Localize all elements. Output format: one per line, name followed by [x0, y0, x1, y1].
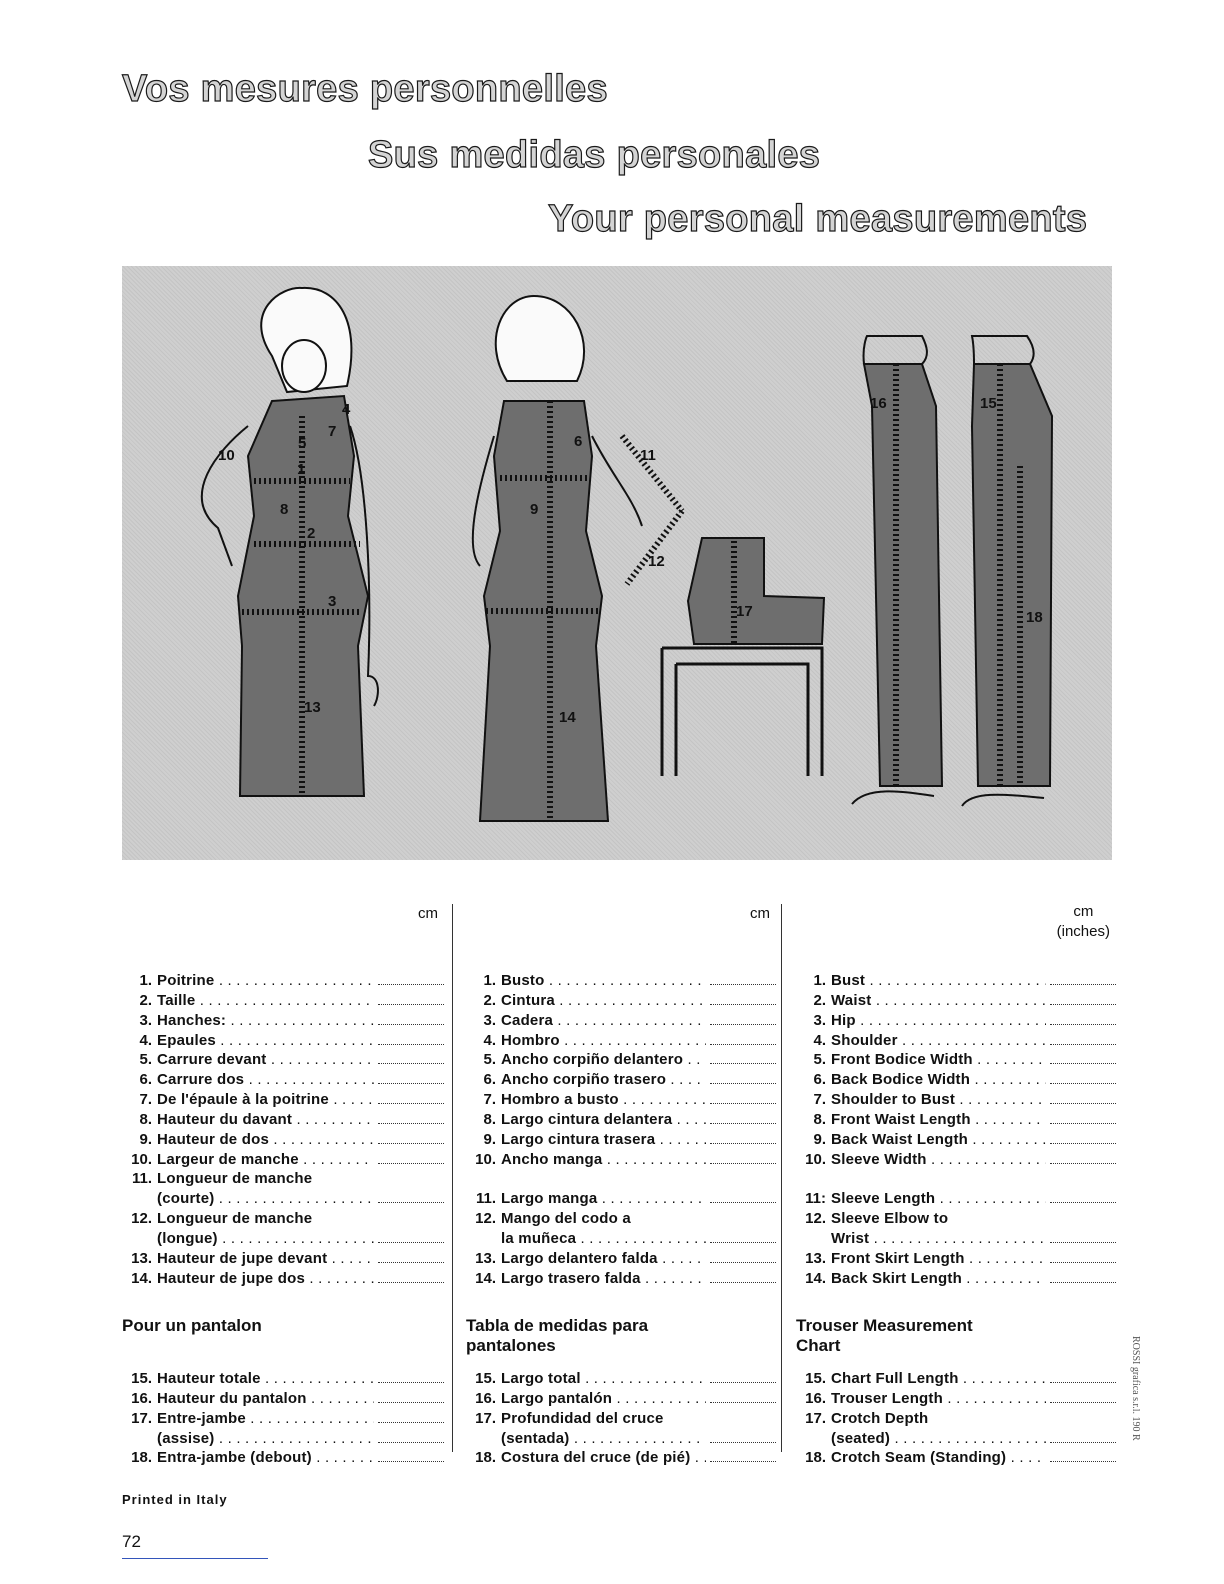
item-number: 4. [483, 1031, 496, 1049]
item-label: (courte) . . . [157, 1189, 374, 1209]
label-10: 10 [218, 447, 235, 464]
item-label: (assise) . . . [157, 1429, 374, 1449]
unit-label: cm (inches) [1056, 903, 1110, 940]
list-item [796, 971, 1116, 991]
item-label: Trouser Length . . . [831, 1389, 1046, 1409]
item-number: 10. [131, 1150, 152, 1168]
printed-note: Printed in Italy [122, 1492, 228, 1507]
list-item [796, 1389, 1116, 1409]
list-item [122, 1269, 444, 1289]
item-label: Longueur de manche [157, 1170, 313, 1188]
entry-blank[interactable] [378, 1113, 444, 1124]
label-14: 14 [559, 709, 576, 726]
item-label: Front Skirt Length . . . [831, 1249, 1046, 1269]
item-label: Taille . . . [157, 991, 374, 1011]
label-8: 8 [280, 501, 289, 518]
entry-blank[interactable] [1050, 974, 1116, 985]
item-number: 12. [805, 1210, 826, 1228]
list-item [796, 1050, 1116, 1070]
item-number: 10. [805, 1150, 826, 1168]
entry-blank[interactable] [710, 1451, 776, 1462]
entry-blank[interactable] [1050, 994, 1116, 1005]
item-label: Hanches: . . . [157, 1011, 374, 1031]
entry-blank[interactable] [1050, 1252, 1116, 1263]
item-label: Epaules . . . [157, 1031, 374, 1051]
item-label: Back Waist Length . . . [831, 1130, 1046, 1150]
entry-blank[interactable] [710, 1133, 776, 1144]
item-number: 6. [139, 1071, 152, 1089]
entry-blank[interactable] [378, 1153, 444, 1164]
item-label: Entre-jambe . . . [157, 1409, 374, 1429]
entry-blank[interactable] [378, 1412, 444, 1423]
entry-blank[interactable] [378, 1073, 444, 1084]
item-number: 7. [813, 1091, 826, 1109]
item-number: 15. [131, 1370, 152, 1387]
list-item [796, 991, 1116, 1011]
back-dress [480, 401, 608, 821]
entry-blank[interactable] [710, 1014, 776, 1025]
trouser-side-1 [864, 364, 942, 786]
list-item [796, 1189, 1116, 1209]
list-item [122, 1209, 444, 1229]
item-label: Shoulder to Bust . . . [831, 1090, 1046, 1110]
item-number: 12. [131, 1210, 152, 1228]
list-item [122, 1189, 444, 1209]
item-label: la muñeca . . . [501, 1229, 706, 1249]
item-number: 8. [139, 1110, 152, 1128]
list-item [122, 1409, 444, 1429]
list-item [796, 1070, 1116, 1090]
entry-blank[interactable] [710, 1372, 776, 1383]
item-label: Largeur de manche . . . [157, 1150, 374, 1170]
item-label: Hip . . . [831, 1011, 1046, 1031]
item-label: Carrure devant . . . [157, 1050, 374, 1070]
list-item [796, 1130, 1116, 1150]
entry-blank[interactable] [378, 1272, 444, 1283]
item-number: 3. [813, 1011, 826, 1029]
item-label: Back Bodice Width . . . [831, 1070, 1046, 1090]
item-label: Waist . . . [831, 991, 1046, 1011]
list-item [466, 1050, 776, 1070]
printer-code: ROSSI grafica s.r.l. 190 R [1130, 1336, 1141, 1441]
item-number: 15. [475, 1370, 496, 1387]
item-number: 18. [805, 1449, 826, 1467]
item-number: 10. [475, 1150, 496, 1168]
list-item [122, 1110, 444, 1130]
label-18: 18 [1026, 609, 1043, 626]
item-label: Hombro a busto . . . [501, 1090, 706, 1110]
item-label: Poitrine . . . [157, 971, 374, 991]
entry-blank[interactable] [1050, 1272, 1116, 1283]
item-number: 11. [475, 1190, 496, 1208]
item-label: (sentada) . . . [501, 1429, 706, 1449]
label-9: 9 [530, 501, 539, 518]
item-label: Profundidad del cruce [501, 1409, 664, 1427]
item-number: 6. [813, 1071, 826, 1089]
item-number: 5. [139, 1051, 152, 1069]
item-label: (seated) . . . [831, 1429, 1046, 1449]
item-label: Hauteur de dos . . . [157, 1130, 374, 1150]
list-item [122, 1229, 444, 1249]
list-item [796, 1448, 1116, 1468]
page-underline [122, 1558, 268, 1559]
list-item [796, 1369, 1116, 1389]
item-number: 13. [805, 1249, 826, 1267]
list-item [122, 971, 444, 991]
list-item [466, 1110, 776, 1130]
entry-blank[interactable] [710, 1093, 776, 1104]
label-6: 6 [574, 433, 583, 450]
label-17: 17 [736, 603, 753, 620]
list-item [796, 1031, 1116, 1051]
item-label: Ancho corpiño delantero . . . [501, 1050, 706, 1070]
list-item [466, 1031, 776, 1051]
item-number: 16. [475, 1389, 496, 1407]
item-number: 7. [483, 1091, 496, 1109]
list-item [466, 1429, 776, 1449]
item-number: 3. [483, 1011, 496, 1029]
item-label: Hauteur de jupe dos . . . [157, 1269, 374, 1289]
list-item [466, 1269, 776, 1289]
list-item [466, 1369, 776, 1389]
item-number: 9. [813, 1130, 826, 1148]
label-12: 12 [648, 553, 665, 570]
entry-blank[interactable] [1050, 1053, 1116, 1064]
item-number: 13. [475, 1249, 496, 1267]
entry-blank[interactable] [378, 1192, 444, 1203]
item-number: 17. [475, 1409, 496, 1427]
entry-blank[interactable] [710, 1034, 776, 1045]
item-label: Largo trasero falda . . . [501, 1269, 706, 1289]
entry-blank[interactable] [710, 1232, 776, 1243]
entry-blank[interactable] [1050, 1372, 1116, 1383]
item-number: 7. [139, 1091, 152, 1109]
title-english: Your personal measurements [548, 198, 1088, 240]
list-item [122, 991, 444, 1011]
title-spanish: Sus medidas personales [368, 134, 821, 176]
entry-blank[interactable] [1050, 1392, 1116, 1403]
item-number: 6. [483, 1071, 496, 1089]
item-label: De l'épaule à la poitrine . . . [157, 1090, 374, 1110]
list-item [122, 1369, 444, 1389]
entry-blank[interactable] [378, 1093, 444, 1104]
measurement-illustration [122, 266, 1112, 860]
list-item [466, 1389, 776, 1409]
list-item [466, 1189, 776, 1209]
item-label: (longue) . . . [157, 1229, 374, 1249]
list-item [122, 1169, 444, 1189]
measurement-illustration-svg [122, 266, 1112, 860]
entry-blank[interactable] [378, 994, 444, 1005]
list-item [122, 1070, 444, 1090]
list-item [796, 1150, 1116, 1170]
list-item [122, 1249, 444, 1269]
entry-blank[interactable] [378, 1014, 444, 1025]
list-item [122, 1050, 444, 1070]
list-item [466, 991, 776, 1011]
item-label: Largo total . . . [501, 1369, 706, 1389]
seated-trouser [688, 538, 824, 644]
entry-blank[interactable] [1050, 1014, 1116, 1025]
item-number: 4. [813, 1031, 826, 1049]
item-label: Cadera . . . [501, 1011, 706, 1031]
item-number: 16. [805, 1389, 826, 1407]
unit-label: cm [418, 905, 438, 922]
item-number: 8. [483, 1110, 496, 1128]
entry-blank[interactable] [710, 1153, 776, 1164]
item-label: Largo cintura trasera . . . [501, 1130, 706, 1150]
item-number: 2. [483, 991, 496, 1009]
column-divider [781, 904, 782, 1452]
item-label: Ancho manga . . . [501, 1150, 706, 1170]
item-number: 17. [805, 1409, 826, 1427]
item-number: 15. [805, 1370, 826, 1387]
trouser-side-2 [972, 364, 1052, 786]
list-item [796, 1269, 1116, 1289]
trouser-heading: Trouser Measurement Chart [796, 1316, 973, 1355]
item-number: 17. [131, 1409, 152, 1427]
item-label: Largo pantalón . . . [501, 1389, 706, 1409]
item-number: 4. [139, 1031, 152, 1049]
list-item [466, 1229, 776, 1249]
list-item [796, 1229, 1116, 1249]
label-7: 7 [328, 423, 337, 440]
item-number: 14. [805, 1269, 826, 1287]
item-number: 1. [139, 972, 152, 989]
page-number: 72 [122, 1532, 141, 1551]
unit-label: cm [750, 905, 770, 922]
entry-blank[interactable] [378, 1432, 444, 1443]
item-label: Hombro . . . [501, 1031, 706, 1051]
entry-blank[interactable] [1050, 1073, 1116, 1084]
entry-blank[interactable] [1050, 1133, 1116, 1144]
entry-blank[interactable] [710, 1252, 776, 1263]
entry-blank[interactable] [710, 1113, 776, 1124]
item-label: Ancho corpiño trasero . . . [501, 1070, 706, 1090]
item-number: 3. [139, 1011, 152, 1029]
entry-blank[interactable] [378, 1252, 444, 1263]
item-number: 5. [483, 1051, 496, 1069]
label-5: 5 [298, 435, 307, 452]
entry-blank[interactable] [1050, 1432, 1116, 1443]
item-label: Back Skirt Length . . . [831, 1269, 1046, 1289]
entry-blank[interactable] [378, 1392, 444, 1403]
item-number: 1. [813, 972, 826, 989]
entry-blank[interactable] [710, 974, 776, 985]
list-item [466, 1011, 776, 1031]
entry-blank[interactable] [378, 1451, 444, 1462]
item-number: 16. [131, 1389, 152, 1407]
item-number: 5. [813, 1051, 826, 1069]
entry-blank[interactable] [378, 1133, 444, 1144]
entry-blank[interactable] [378, 1232, 444, 1243]
entry-blank[interactable] [1050, 1232, 1116, 1243]
entry-blank[interactable] [378, 1053, 444, 1064]
trouser-heading: Pour un pantalon [122, 1316, 262, 1335]
list-item [796, 1409, 1116, 1429]
list-item [796, 1090, 1116, 1110]
item-label: Busto . . . [501, 971, 706, 991]
item-number: 14. [475, 1269, 496, 1287]
list-item [466, 1448, 776, 1468]
item-number: 18. [131, 1449, 152, 1467]
item-label: Sleeve Width . . . [831, 1150, 1046, 1170]
list-item [796, 1249, 1116, 1269]
list-item [796, 1209, 1116, 1229]
item-label: Front Waist Length . . . [831, 1110, 1046, 1130]
item-label: Largo manga . . . [501, 1189, 706, 1209]
list-item [466, 1150, 776, 1170]
item-label: Shoulder . . . [831, 1031, 1046, 1051]
list-item [466, 1249, 776, 1269]
entry-blank[interactable] [378, 1372, 444, 1383]
list-item [466, 1090, 776, 1110]
item-number: 13. [131, 1249, 152, 1267]
label-15: 15 [980, 395, 997, 412]
list-item [122, 1389, 444, 1409]
item-label: Bust . . . [831, 971, 1046, 991]
item-label: Hauteur du davant . . . [157, 1110, 374, 1130]
item-number: 9. [483, 1130, 496, 1148]
label-3: 3 [328, 593, 337, 610]
item-label: Costura del cruce (de pié) . . . [501, 1448, 706, 1468]
label-4: 4 [342, 401, 351, 418]
entry-blank[interactable] [1050, 1034, 1116, 1045]
list-item [466, 1130, 776, 1150]
item-number: 9. [139, 1130, 152, 1148]
list-item [796, 1011, 1116, 1031]
item-number: 12. [475, 1210, 496, 1228]
list-item [122, 1150, 444, 1170]
entry-blank[interactable] [378, 974, 444, 985]
item-number: 14. [131, 1269, 152, 1287]
list-item [122, 1130, 444, 1150]
entry-blank[interactable] [710, 994, 776, 1005]
item-number: 18. [475, 1449, 496, 1467]
list-item [122, 1090, 444, 1110]
title-french: Vos mesures personnelles [122, 68, 608, 110]
item-label: Longueur de manche [157, 1210, 313, 1228]
item-label: Sleeve Elbow to [831, 1210, 949, 1228]
entry-blank[interactable] [1050, 1113, 1116, 1124]
entry-blank[interactable] [1050, 1451, 1116, 1462]
item-label: Crotch Depth [831, 1409, 929, 1427]
item-number: 2. [139, 991, 152, 1009]
item-label: Hauteur de jupe devant . . . [157, 1249, 374, 1269]
item-number: 11. [131, 1170, 152, 1188]
label-11: 11 [640, 447, 656, 464]
entry-blank[interactable] [710, 1392, 776, 1403]
item-label: Front Bodice Width . . . [831, 1050, 1046, 1070]
item-label: Hauteur du pantalon . . . [157, 1389, 374, 1409]
item-label: Wrist . . . [831, 1229, 1046, 1249]
item-label: Sleeve Length . . . [831, 1189, 1046, 1209]
list-item [466, 971, 776, 991]
entry-blank[interactable] [710, 1192, 776, 1203]
item-label: Crotch Seam (Standing) . . . [831, 1448, 1046, 1468]
item-label: Hauteur totale . . . [157, 1369, 374, 1389]
item-number: 1. [483, 972, 496, 989]
label-1: 1 [297, 461, 306, 478]
item-number: 11: [805, 1190, 826, 1208]
column-divider [452, 904, 453, 1452]
list-item [796, 1110, 1116, 1130]
item-label: Entra-jambe (debout) . . . [157, 1448, 374, 1468]
item-label: Largo cintura delantera . . . [501, 1110, 706, 1130]
list-item [122, 1011, 444, 1031]
entry-blank[interactable] [1050, 1093, 1116, 1104]
entry-blank[interactable] [710, 1432, 776, 1443]
list-item [466, 1070, 776, 1090]
entry-blank[interactable] [378, 1034, 444, 1045]
item-number: 8. [813, 1110, 826, 1128]
item-label: Mango del codo a [501, 1210, 631, 1228]
entry-blank[interactable] [1050, 1192, 1116, 1203]
label-2: 2 [307, 525, 316, 542]
entry-blank[interactable] [710, 1053, 776, 1064]
list-item [466, 1409, 776, 1429]
item-label: Largo delantero falda . . . [501, 1249, 706, 1269]
item-label: Chart Full Length . . . [831, 1369, 1046, 1389]
list-item [466, 1209, 776, 1229]
trouser-heading: Tabla de medidas para pantalones [466, 1316, 649, 1355]
entry-blank[interactable] [710, 1073, 776, 1084]
item-number: 2. [813, 991, 826, 1009]
label-13: 13 [304, 699, 321, 716]
entry-blank[interactable] [1050, 1153, 1116, 1164]
entry-blank[interactable] [710, 1272, 776, 1283]
item-label: Cintura . . . [501, 991, 706, 1011]
list-item [796, 1429, 1116, 1449]
list-item [122, 1448, 444, 1468]
label-16: 16 [870, 395, 887, 412]
item-label: Carrure dos . . . [157, 1070, 374, 1090]
list-item [122, 1031, 444, 1051]
list-item [122, 1429, 444, 1449]
